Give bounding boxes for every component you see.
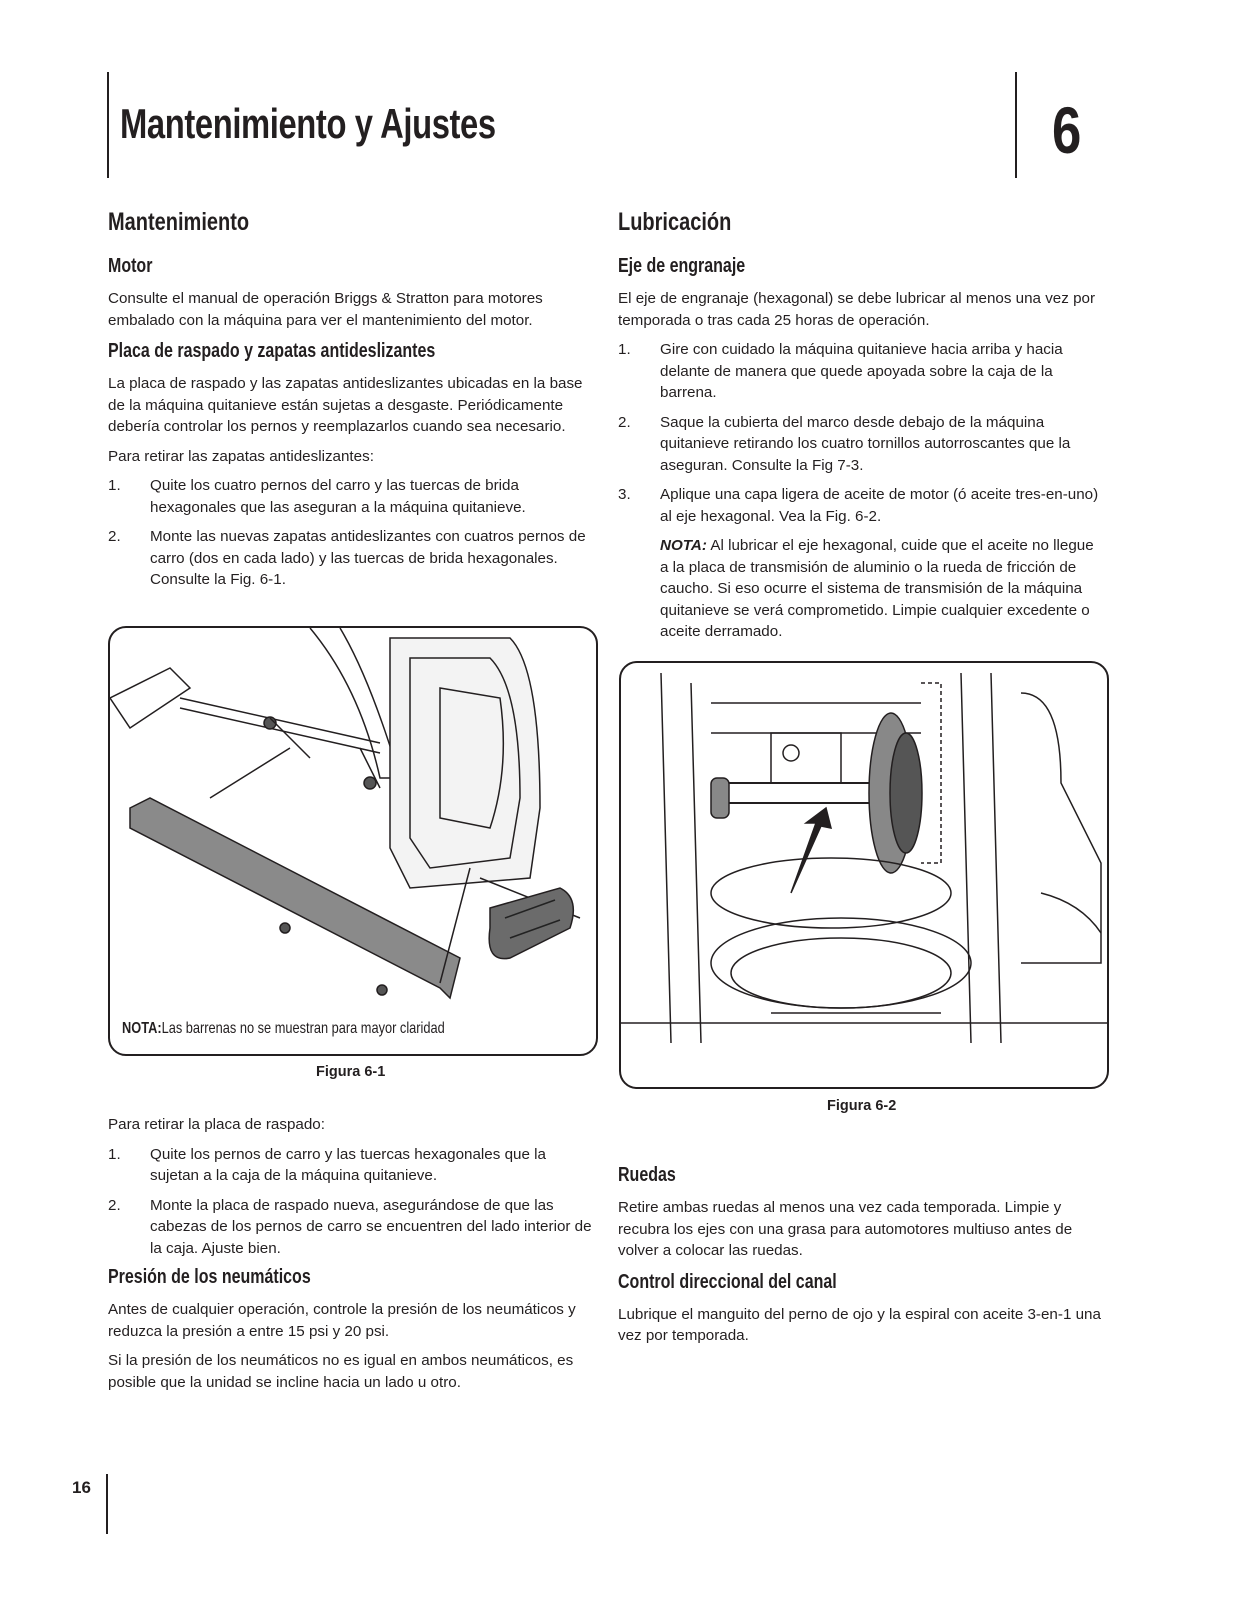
paragraph: Para retirar la placa de raspado: [108, 1116, 325, 1133]
subheading-motor: Motor [108, 255, 153, 277]
note-label: NOTA: [122, 1020, 162, 1037]
list-number: 2. [108, 1196, 121, 1214]
figure-6-2 [619, 661, 1109, 1089]
subheading-ruedas: Ruedas [618, 1164, 676, 1186]
header-rule-left [107, 72, 109, 178]
left-column-top [108, 208, 593, 599]
chapter-number: 6 [1052, 93, 1082, 167]
paragraph: Si la presión de los neumáticos no es igual en ambos neumáticos, es posible que la unidad se incline hacia un lado u otro. [108, 1352, 574, 1391]
subheading-presion: Presión de los neumáticos [108, 1266, 311, 1288]
subheading-canal: Control direccional del canal [618, 1270, 837, 1293]
paragraph: Lubrique el manguito del perno de ojo y la espiral con aceite 3-en-1 una vez por temporada. [618, 1305, 1101, 1344]
list-text: Saque la cubierta del marco desde debajo de la máquina quitanieve retirando los cuatro tornillos autorroscantes que la aseguran. Consulte la Fig 7-3. [660, 413, 1071, 474]
list-text: Quite los cuatro pernos del carro y las tuercas de brida hexagonales que las aseguran a la máquina quitanieve. [150, 477, 526, 516]
list-number: 1. [108, 477, 121, 494]
list-item [108, 475, 593, 518]
page-title: Mantenimiento y Ajustes [120, 100, 496, 147]
paragraph: Retire ambas ruedas al menos una vez cada temporada. Limpie y recubra los ejes con una grasa para automotores multiuso antes de volver a colocar las ruedas. [618, 1199, 1073, 1259]
paragraph: El eje de engranaje (hexagonal) se debe lubricar al menos una vez por temporada o tras cada 25 horas de operación. [618, 290, 1096, 329]
left-column-bottom [108, 1114, 593, 1401]
list-number: 1. [618, 341, 631, 358]
subheading-placa: Placa de raspado y zapatas antideslizantes [108, 340, 436, 362]
list-text: Gire con cuidado la máquina quitanieve hacia arriba y hacia delante de manera que quede apoyada sobre la caja de la barrena. [660, 341, 1063, 401]
list-item [108, 526, 593, 591]
list-text: Monte la placa de raspado nueva, asegurándose de que las cabezas de los pernos de carro se encuentren del lado interior de la caja. Ajuste bien. [150, 1196, 592, 1257]
note [660, 535, 1103, 643]
list-item [108, 1195, 593, 1260]
list-number: 2. [108, 528, 121, 545]
list-text: Quite los pernos de carro y las tuercas hexagonales que la sujetan a la caja de la máquina quitanieve. [150, 1145, 546, 1184]
header-rule-right [1015, 72, 1017, 178]
list-item [618, 339, 1103, 404]
list-number: 2. [618, 413, 631, 431]
right-column-top [618, 208, 1103, 651]
paragraph: Consulte el manual de operación Briggs & Stratton para motores embalado con la máquina para ver el mantenimiento del motor. [108, 290, 543, 329]
page-number: 16 [72, 1478, 91, 1497]
figure-note [122, 1020, 445, 1038]
paragraph: Para retirar las zapatas antideslizantes: [108, 447, 374, 465]
note-text: Al lubricar el eje hexagonal, cuide que el aceite no llegue a la placa de transmisión de aluminio o la rueda de fricción de caucho. Si eso ocurre el sistema de transmisión de la máquina quitanieve se verá comprometido. Limpie cualquier excedente o aceite derramado. [660, 537, 1094, 640]
hex-shaft-illustration [621, 663, 1107, 1087]
section-heading: Mantenimiento [108, 208, 250, 236]
scraper-plate-illustration [110, 628, 596, 1054]
figure-caption: Figura 6-2 [827, 1098, 897, 1114]
list-text: Aplique una capa ligera de aceite de motor (ó aceite tres-en-uno) al eje hexagonal. Vea la Fig. 6-2. [660, 486, 1099, 525]
right-column-bottom [618, 1165, 1103, 1355]
note-label: NOTA: [660, 537, 707, 554]
list-number: 3. [618, 486, 631, 503]
paragraph: La placa de raspado y las zapatas antideslizantes ubicadas en la base de la máquina quitanieve están sujetas a desgaste. Periódicamente debería controlar los pernos y reemplazarlos cuando sea necesario. [108, 375, 583, 435]
list-number: 1. [108, 1145, 121, 1163]
footer-rule [106, 1474, 108, 1534]
list-item [618, 484, 1103, 527]
list-item [618, 412, 1103, 477]
paragraph: Antes de cualquier operación, controle la presión de los neumáticos y reduzca la presión a entre 15 psi y 20 psi. [108, 1301, 576, 1340]
section-heading: Lubricación [618, 208, 732, 236]
note-text: Las barrenas no se muestran para mayor claridad [161, 1020, 445, 1037]
list-text: Monte las nuevas zapatas antideslizantes con cuatros pernos de carro (dos en cada lado) y las tuercas de brida hexagonales. Consulte la Fig. 6-1. [150, 528, 586, 588]
subheading-eje: Eje de engranaje [618, 255, 746, 277]
list-item [108, 1144, 593, 1187]
figure-caption: Figura 6-1 [316, 1064, 386, 1080]
figure-6-1 [108, 626, 598, 1056]
